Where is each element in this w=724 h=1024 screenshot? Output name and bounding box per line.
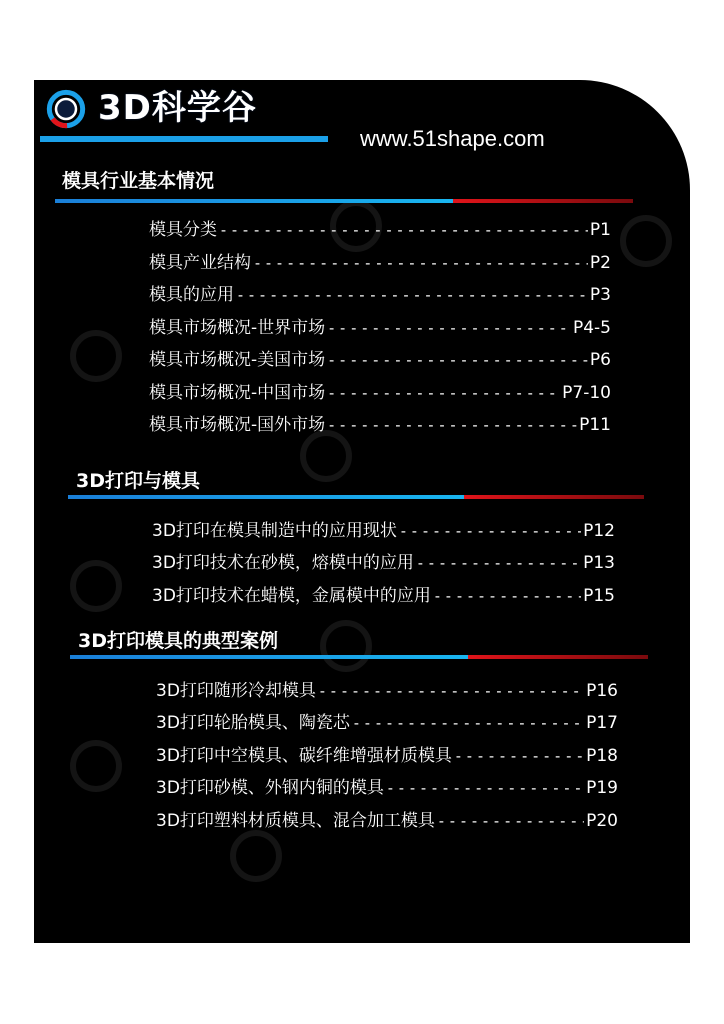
leader-dots: [327, 347, 588, 373]
watermark-logo-icon: [70, 740, 122, 792]
section-divider: [70, 655, 648, 659]
toc-entry-page: P2: [589, 253, 611, 273]
watermark-logo-icon: [230, 830, 282, 882]
toc-entry-page: P1: [589, 220, 611, 240]
brand-underline: [40, 136, 328, 142]
toc-entry-page: P15: [583, 586, 615, 606]
watermark-logo-icon: [620, 215, 672, 267]
toc-entry-label: 模具分类: [149, 220, 217, 240]
toc-entry[interactable]: [156, 743, 618, 769]
section-title: 3D打印与模具: [76, 470, 200, 492]
toc-entry-page: P13: [583, 553, 615, 573]
toc-entry-label: 3D打印轮胎模具、陶瓷芯: [156, 713, 350, 733]
toc-entry-label: 3D打印技术在蜡模，金属模中的应用: [152, 586, 431, 606]
site-url[interactable]: www.51shape.com: [360, 126, 545, 151]
leader-dots: [352, 710, 584, 736]
toc-entry[interactable]: [156, 808, 618, 834]
toc-entry[interactable]: [149, 217, 611, 243]
toc-entry-page: P19: [586, 778, 618, 798]
toc-entry-label: 3D打印技术在砂模，熔模中的应用: [152, 553, 414, 573]
leader-dots: [399, 518, 581, 544]
leader-dots: [416, 550, 581, 576]
leader-dots: [386, 775, 584, 801]
toc-entry[interactable]: [152, 583, 615, 609]
leader-dots: [219, 217, 588, 243]
toc-entry-label: 3D打印随形冷却模具: [156, 681, 316, 701]
toc-entry-label: 3D打印在模具制造中的应用现状: [152, 521, 397, 541]
brand-logo-icon: [46, 85, 96, 133]
toc-entry[interactable]: [152, 550, 615, 576]
toc-entry-label: 模具市场概况-美国市场: [149, 350, 326, 370]
toc-entry[interactable]: [149, 380, 611, 406]
toc-entry-page: P7-10: [562, 383, 611, 403]
leader-dots: [327, 315, 571, 341]
toc-entry[interactable]: [156, 678, 618, 704]
toc-entry-page: P11: [579, 415, 611, 435]
watermark-logo-icon: [70, 560, 122, 612]
toc-entry[interactable]: [156, 710, 618, 736]
section-divider: [55, 199, 633, 203]
toc-entry-label: 模具产业结构: [149, 253, 251, 273]
toc-entry-label: 3D打印砂模、外钢内铜的模具: [156, 778, 384, 798]
toc-entry[interactable]: [149, 282, 611, 308]
section-divider: [68, 495, 644, 499]
toc-entry-label: 3D打印塑料材质模具、混合加工模具: [156, 811, 435, 831]
toc-entry-label: 模具市场概况-世界市场: [149, 318, 326, 338]
toc-entry[interactable]: [152, 518, 615, 544]
leader-dots: [253, 250, 588, 276]
toc-entry[interactable]: [149, 315, 611, 341]
toc-entry[interactable]: [149, 412, 611, 438]
toc-entry-page: P17: [586, 713, 618, 733]
toc-entry-page: P12: [583, 521, 615, 541]
toc-entry-page: P18: [586, 746, 618, 766]
toc-entry[interactable]: [149, 250, 611, 276]
toc-entry-page: P16: [586, 681, 618, 701]
leader-dots: [327, 412, 577, 438]
section-title: 3D打印模具的典型案例: [78, 630, 278, 652]
leader-dots: [437, 808, 584, 834]
section-title: 模具行业基本情况: [62, 170, 215, 192]
toc-entry[interactable]: [156, 775, 618, 801]
toc-entry-label: 模具市场概况-中国市场: [149, 383, 326, 403]
leader-dots: [433, 583, 581, 609]
toc-entry[interactable]: [149, 347, 611, 373]
toc-entry-label: 模具市场概况-国外市场: [149, 415, 326, 435]
brand-name: 3D科学谷: [98, 88, 257, 128]
leader-dots: [454, 743, 584, 769]
leader-dots: [318, 678, 584, 704]
toc-entry-page: P6: [589, 350, 611, 370]
toc-entry-page: P4-5: [572, 318, 611, 338]
toc-entry-page: P3: [589, 285, 611, 305]
toc-entry-label: 3D打印中空模具、碳纤维增强材质模具: [156, 746, 452, 766]
watermark-logo-icon: [320, 620, 372, 672]
leader-dots: [327, 380, 560, 406]
leader-dots: [236, 282, 588, 308]
toc-entry-label: 模具的应用: [149, 285, 234, 305]
toc-entry-page: P20: [586, 811, 618, 831]
watermark-logo-icon: [70, 330, 122, 382]
